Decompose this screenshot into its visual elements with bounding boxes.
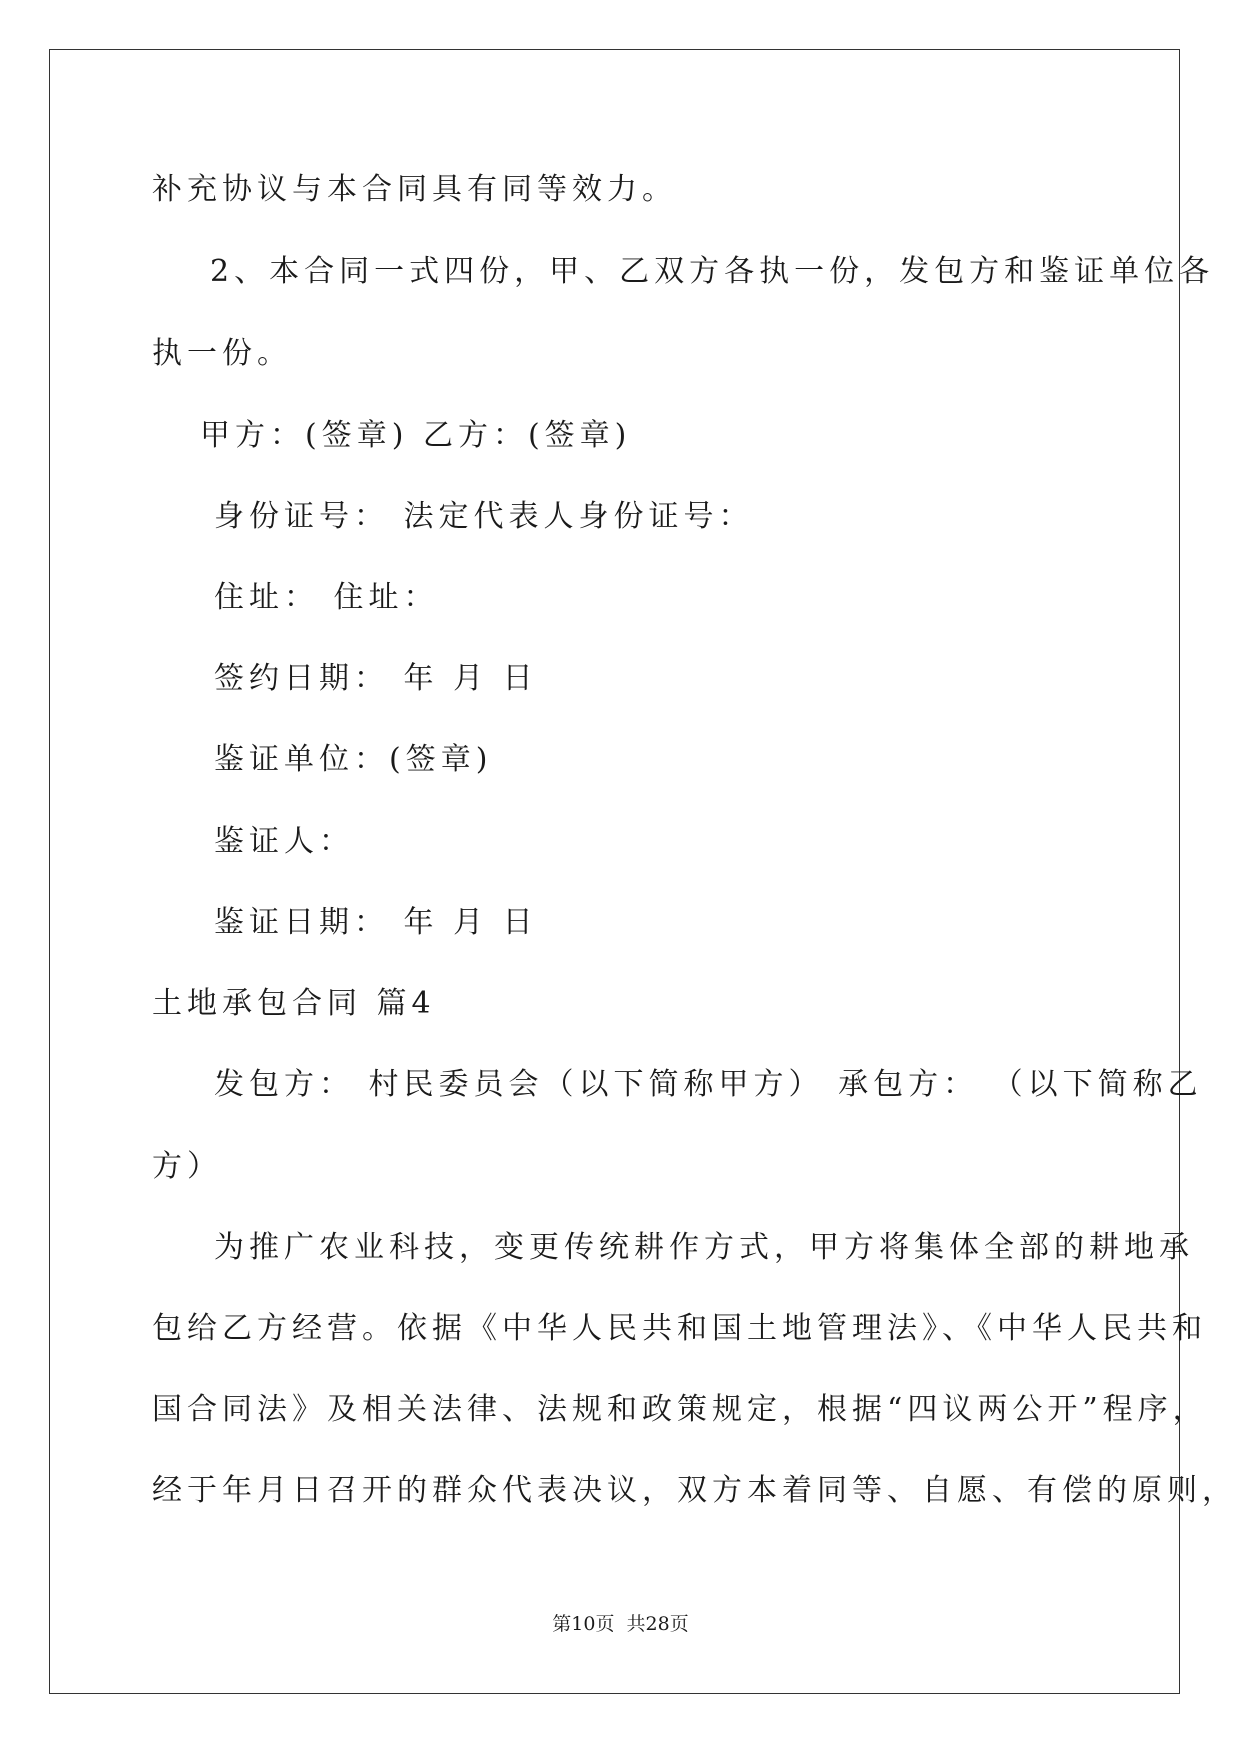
page-border: [49, 49, 1180, 1694]
paragraph-line: 补充协议与本合同具有同等效力。: [152, 172, 677, 207]
paragraph-line: 包给乙方经营。依据《中华人民共和国土地管理法》、《中华人民共和: [152, 1311, 1207, 1346]
paragraph-line: 国合同法》及相关法律、法规和政策规定，根据“四议两公开”程序，: [152, 1392, 1208, 1427]
paragraph-line: 执一份。: [152, 336, 292, 371]
paragraph-line: 经于年月日召开的群众代表决议，双方本着同等、自愿、有偿的原则，: [152, 1473, 1237, 1508]
signature-line: 甲方：(签章) 乙方：(签章): [200, 418, 632, 453]
paragraph-line: 发包方： 村民委员会（以下简称甲方） 承包方： （以下简称乙: [214, 1067, 1203, 1102]
signature-line: 鉴证日期： 年 月 日: [214, 905, 538, 940]
signature-line: 住址： 住址：: [214, 580, 439, 615]
signature-line: 签约日期： 年 月 日: [214, 661, 538, 696]
paragraph-line: 2、本合同一式四份，甲、乙双方各执一份，发包方和鉴证单位各: [210, 254, 1215, 289]
page-number-footer: 第10页 共28页: [552, 1613, 689, 1635]
signature-line: 鉴证单位：(签章): [214, 742, 493, 777]
paragraph-line: 为推广农业科技，变更传统耕作方式，甲方将集体全部的耕地承: [214, 1230, 1194, 1265]
signature-line: 身份证号： 法定代表人身份证号：: [214, 499, 754, 534]
paragraph-line: 方）: [152, 1149, 222, 1184]
section-heading: 土地承包合同 篇4: [152, 986, 436, 1021]
signature-line: 鉴证人：: [214, 824, 354, 859]
